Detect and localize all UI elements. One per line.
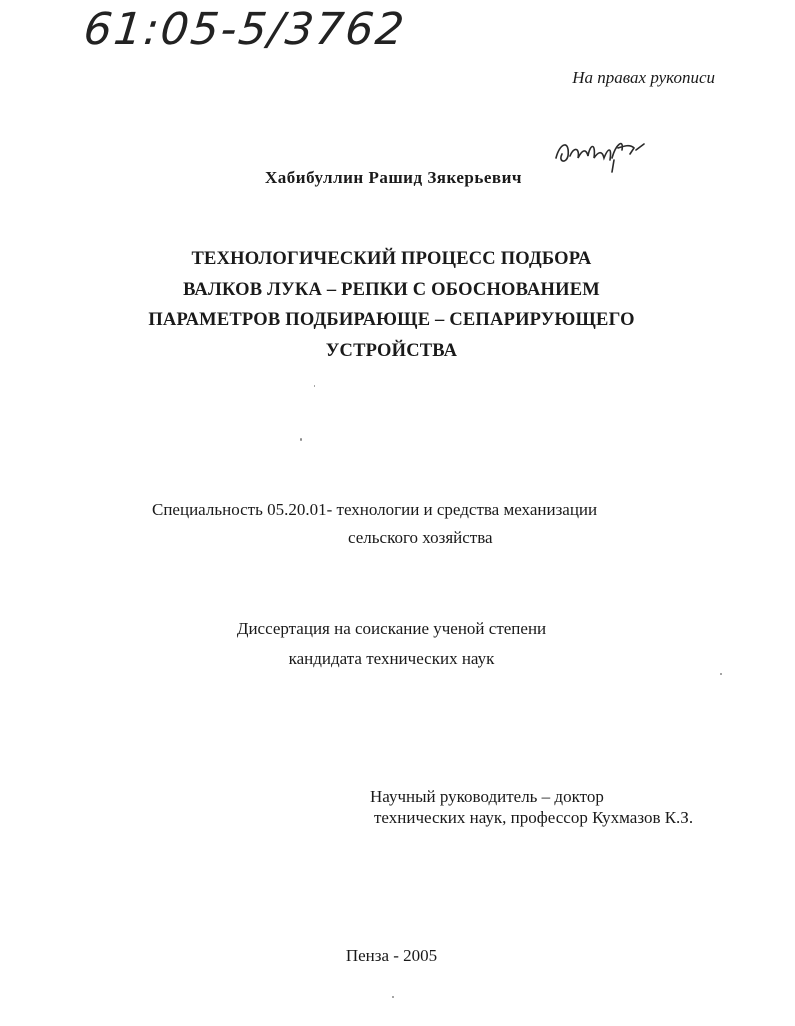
specialty-line-2: сельского хозяйства [348,528,493,547]
specialty-line-1: Специальность 05.20.01- технологии и средства механизации [152,500,598,519]
degree-line-1: Диссертация на соискание ученой степени [236,619,547,638]
scan-speck [720,673,722,675]
rights-note: На правах рукописи [572,68,715,87]
degree-block [0,614,795,674]
specialty-block [152,496,597,552]
title-line: ПАРАМЕТРОВ ПОДБИРАЮЩЕ – СЕПАРИРУЮЩЕГО [148,310,635,330]
title-line: ВАЛКОВ ЛУКА – РЕПКИ С ОБОСНОВАНИЕМ [183,279,600,300]
dissertation-title [0,244,795,366]
advisor-block [370,786,693,828]
advisor-line-1: Научный руководитель – доктор [370,787,604,806]
degree-line-2: кандидата технических наук [288,649,495,668]
author-name: Хабибуллин Рашид Зякерьевич [265,168,522,187]
city-year: Пенза - 2005 [345,946,438,965]
scan-speck [314,385,315,387]
title-line: ТЕХНОЛОГИЧЕСКИЙ ПРОЦЕСС ПОДБОРА [191,249,592,269]
scan-speck [300,438,302,441]
title-line: УСТРОЙСТВА [325,340,458,361]
scan-speck [392,996,394,998]
handwritten-archive-number: 61:05-5/3762 [81,4,409,55]
advisor-line-2: технических наук, профессор Кухмазов К.З. [374,808,694,827]
